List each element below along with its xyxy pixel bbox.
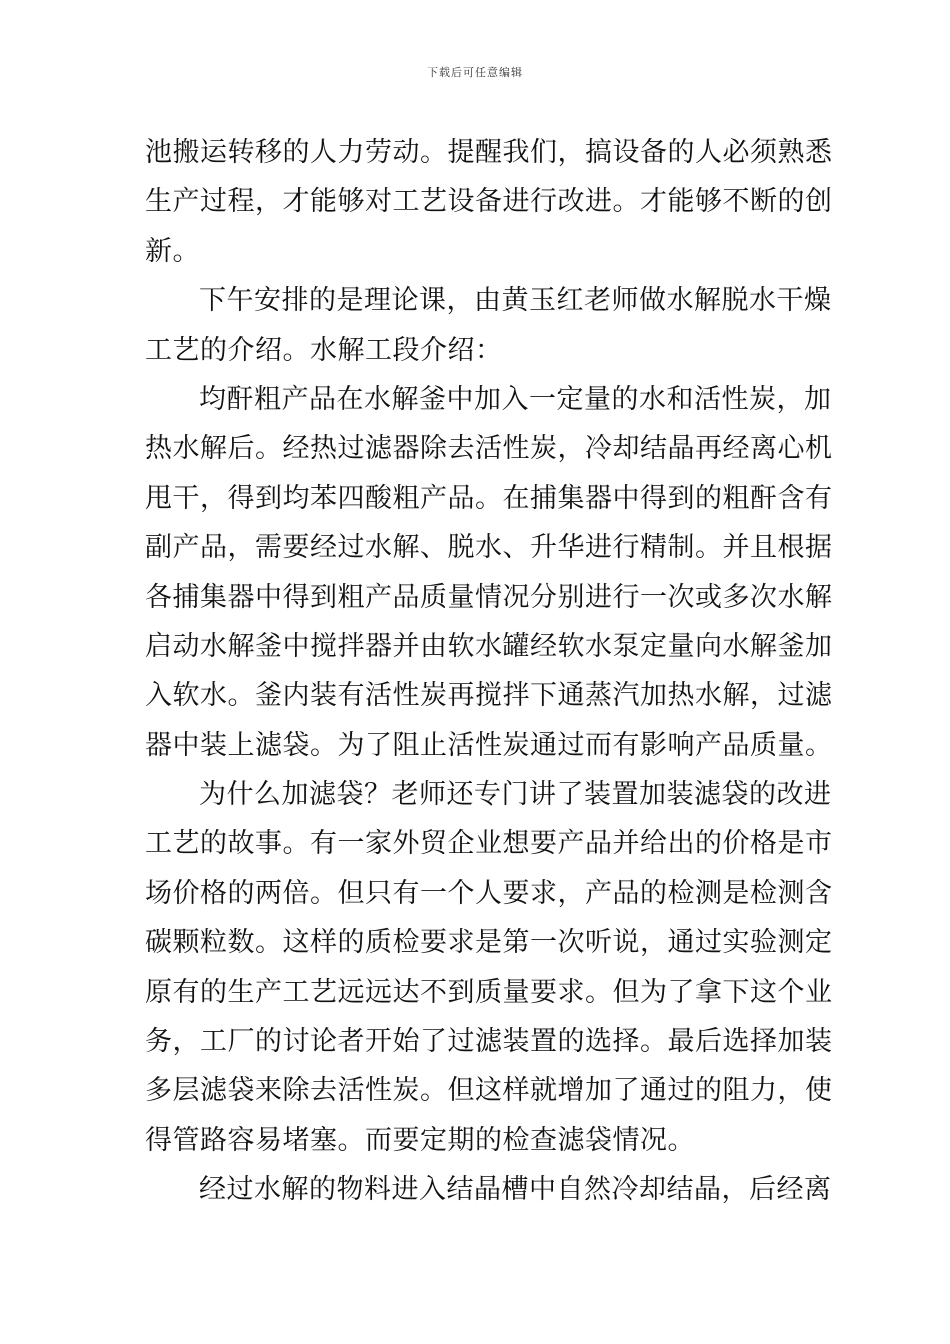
text-line: 入软水。釜内装有活性炭再搅拌下通蒸汽加热水解，过滤	[145, 680, 833, 712]
page-header: 下载后可任意编辑	[427, 66, 523, 79]
text-line: 为什么加滤袋？老师还专门讲了装置加装滤袋的改进	[199, 779, 832, 811]
text-line: 经过水解的物料进入结晶槽中自然冷却结晶，后经离	[199, 1174, 832, 1206]
text-line: 场价格的两倍。但只有一个人要求，产品的检测是检测含	[145, 877, 833, 909]
text-line: 新。	[145, 235, 200, 267]
document-body	[145, 128, 833, 1215]
text-line: 甩干，得到均苯四酸粗产品。在捕集器中得到的粗酐含有	[145, 482, 833, 514]
text-line: 各捕集器中得到粗产品质量情况分别进行一次或多次水解	[145, 581, 833, 613]
text-line: 生产过程，才能够对工艺设备进行改进。才能够不断的创	[145, 186, 833, 218]
text-line: 务，工厂的讨论者开始了过滤装置的选择。最后选择加装	[145, 1026, 833, 1058]
text-line: 原有的生产工艺远远达不到质量要求。但为了拿下这个业	[145, 976, 833, 1008]
text-line: 池搬运转移的人力劳动。提醒我们，搞设备的人必须熟悉	[145, 137, 833, 168]
text-line: 得管路容易堵塞。而要定期的检查滤袋情况。	[145, 1124, 695, 1156]
text-line: 副产品，需要经过水解、脱水、升华进行精制。并且根据	[145, 532, 833, 564]
text-line: 热水解后。经热过滤器除去活性炭，冷却结晶再经离心机	[145, 433, 833, 465]
text-line: 启动水解釜中搅拌器并由软水罐经软水泵定量向水解釜加	[145, 630, 833, 662]
text-line: 工艺的介绍。水解工段介绍：	[145, 334, 503, 366]
text-line: 工艺的故事。有一家外贸企业想要产品并给出的价格是市	[145, 828, 833, 860]
text-line: 碳颗粒数。这样的质检要求是第一次听说，通过实验测定	[145, 927, 833, 959]
text-line: 器中装上滤袋。为了阻止活性炭通过而有影响产品质量。	[145, 729, 833, 761]
text-line: 下午安排的是理论课，由黄玉红老师做水解脱水干燥	[199, 285, 832, 317]
text-line: 多层滤袋来除去活性炭。但这样就增加了通过的阻力，使	[145, 1075, 833, 1107]
text-line: 均酐粗产品在水解釜中加入一定量的水和活性炭，加	[199, 383, 832, 415]
